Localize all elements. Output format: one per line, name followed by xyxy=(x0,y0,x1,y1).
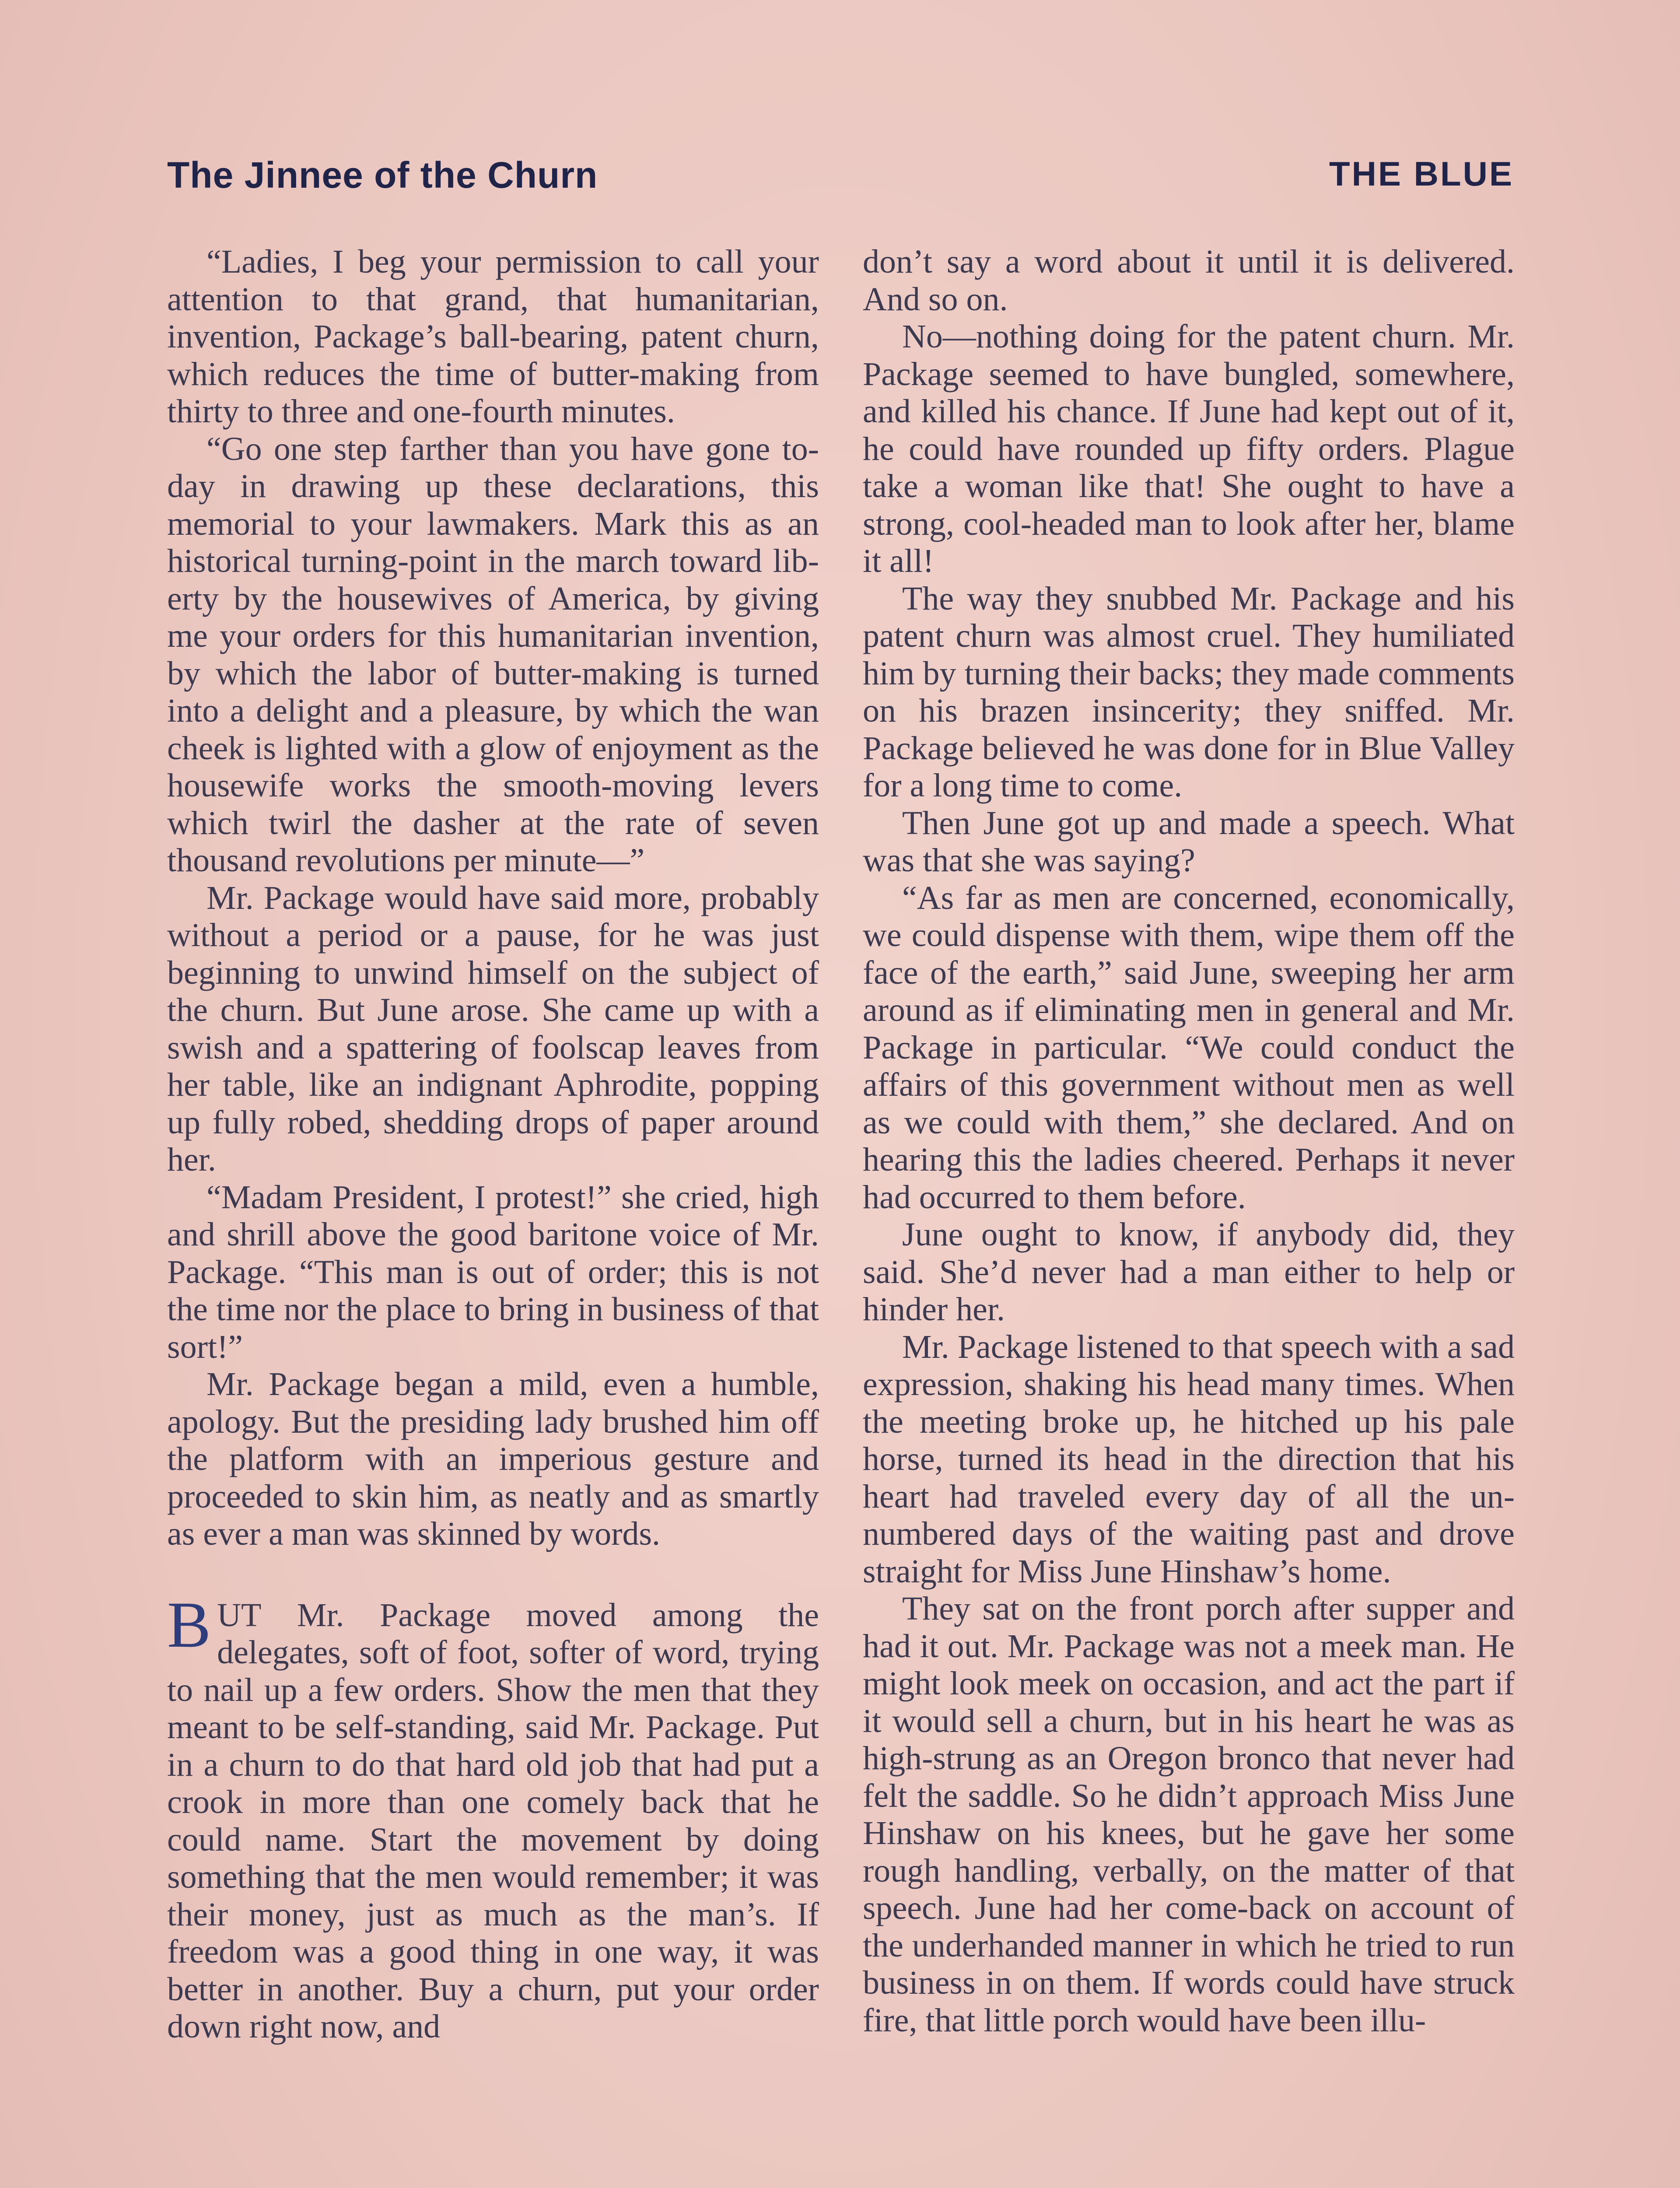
right-text-column xyxy=(863,243,1515,2039)
paragraph: “Madam President, I protest!” she cried, high and shrill above the good baritone voice of Mr. Package. “This man is out of order; this is not the time nor the place to bring in business of that sort!” xyxy=(167,1178,819,1365)
running-head-story-title: The Jinnee of the Churn xyxy=(167,154,598,196)
paragraph: Mr. Package began a mild, even a humble, apology. But the presiding lady brushed him off the platform with an imperious gesture and proceeded to skin him, as neatly and as smartly as ever a man was skinned by words. xyxy=(167,1366,819,1552)
paragraph-text: Mr. Package moved among the delegates, soft of foot, softer of word, trying to nail up a few orders. Show the men that they meant to be self-standing, said Mr. Package. Put in a churn to do that hard old job that had put a crook in more than one comely back that he could name. Start the movement by doing something that the men would remember; it was their money, just as much as the man’s. If freedom was a good thing in one way, it was better in another. Buy a churn, put your order down right now, and xyxy=(167,1596,819,2045)
paragraph: Mr. Package would have said more, probably without a period or a pause, for he was just beginning to unwind himself on the subject of the churn. But June arose. She came up with a swish and a spattering of foolscap leaves from her table, like an indignant Aphrodite, popping up fully robed, shedding drops of paper around her. xyxy=(167,879,819,1178)
paragraph: Then June got up and made a speech. What was that she was saying? xyxy=(863,804,1515,879)
paragraph: The way they snubbed Mr. Package and his patent churn was almost cruel. They humiliated him by turning their backs; they made comments on his brazen insincerity; they sniffed. Mr. Package believed he was done for in Blue Valley for a long time to come. xyxy=(863,580,1515,804)
paragraph: June ought to know, if anybody did, they said. She’d never had a man either to help or hinder her. xyxy=(863,1216,1515,1328)
paragraph: “Go one step farther than you have gone to-day in drawing up these declarations, this memorial to your lawmakers. Mark this as an historical turning-point in the march toward liberty by the housewives of America, by giving me your orders for this humanitarian invention, by which the labor of butter-making is turned into a delight and a pleasure, by which the wan cheek is lighted with a glow of enjoyment as the housewife works the smooth-moving levers which twirl the dasher at the rate of seven thousand revolutions per minute—” xyxy=(167,430,819,879)
paragraph: “Ladies, I beg your permission to call your attention to that grand, that humanitarian, invention, Package’s ball-bearing, patent churn, which reduces the time of butter-making from thirty to three and one-fourth minutes. xyxy=(167,243,819,430)
running-head-magazine-title: THE BLUE xyxy=(1329,154,1514,193)
continued-paragraph: don’t say a word about it until it is delivered. And so on. xyxy=(863,243,1515,318)
drop-cap: B xyxy=(167,1588,211,1661)
paragraph: They sat on the front porch after supper and had it out. Mr. Package was not a meek man. He might look meek on occasion, and act the part if it would sell a churn, but in his heart he was as high-strung as an Oregon bronco that never had felt the saddle. So he didn’t approach Miss June Hinshaw on his knees, but he gave her some rough handling, verbally, on the matter of that speech. June had her come-back on account of the underhanded manner in which he tried to run business in on them. If words could have struck fire, that little porch would have been illu- xyxy=(863,1590,1515,2039)
paragraph: No—nothing doing for the patent churn. Mr. Package seemed to have bungled, somewhere, and killed his chance. If June had kept out of it, he could have rounded up fifty orders. Plague take a woman like that! She ought to have a strong, cool-headed man to look after her, blame it all! xyxy=(863,318,1515,579)
paragraph: “As far as men are concerned, economically, we could dispense with them, wipe them off the face of the earth,” said June, sweeping her arm around as if eliminating men in general and Mr. Package in particular. “We could conduct the affairs of this government without men as well as we could with them,” she declared. And on hearing this the ladies cheered. Perhaps it never had occurred to them before. xyxy=(863,879,1515,1216)
small-caps-lead: UT xyxy=(217,1596,262,1634)
left-text-column xyxy=(167,243,819,2046)
section-opening-paragraph xyxy=(167,1588,819,2046)
paragraph: Mr. Package listened to that speech with a sad expression, shaking his head many times. When the meeting broke up, he hitched up his pale horse, turned its head in the direction that his heart had traveled every day of all the unnumbered days of the waiting past and drove straight for Miss June Hinshaw’s home. xyxy=(863,1328,1515,1590)
